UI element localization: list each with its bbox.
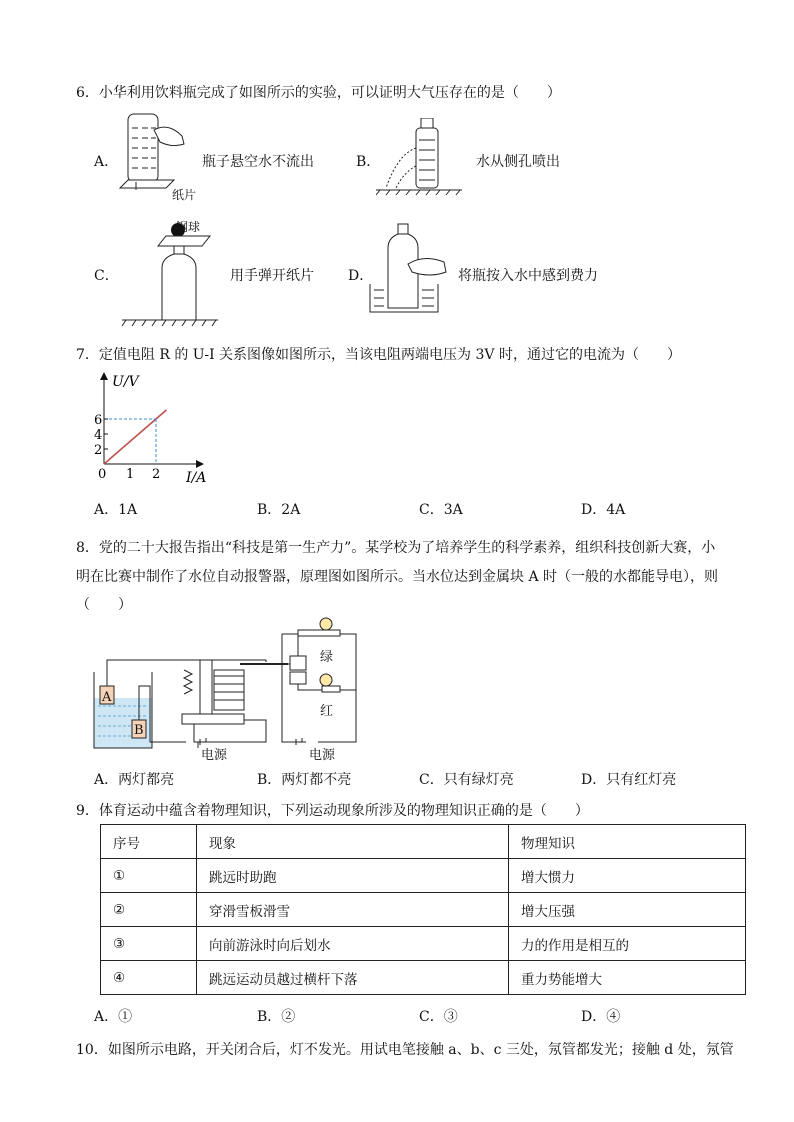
x-axis-arrow [196, 460, 204, 468]
q9-option-b: B．② [257, 1009, 296, 1025]
table-header-row [101, 825, 746, 859]
table-cell: 向前游泳时向后划水 [197, 927, 509, 961]
q9-table [100, 824, 746, 995]
q10-stem: 10．如图所示电路，开关闭合后，灯不发光。用试电笔接触 a、b、c 三处，氖管都发光；接触 d 处，氖管 [76, 1042, 734, 1058]
q8-circuit-figure [90, 614, 370, 764]
x-tick-label: 0 [98, 467, 107, 482]
table-row [101, 893, 746, 927]
q8-stem-line3: （ ） [76, 597, 132, 613]
q8-label-a: A [102, 690, 112, 705]
q7-option-b: B．2A [257, 502, 301, 518]
q6-option-a-text: 瓶子悬空水不流出 [202, 154, 314, 170]
header-cell: 现象 [197, 825, 509, 859]
x-tick-label: 1 [126, 467, 135, 482]
table-cell: 增大压强 [509, 893, 746, 927]
q8-label-b: B [134, 723, 144, 738]
q8-option-d: D．只有红灯亮 [581, 772, 677, 788]
q8-option-a: A．两灯都亮 [94, 772, 175, 788]
q8-label-power1: 电源 [201, 748, 228, 763]
table-cell: ② [101, 893, 197, 927]
q6-option-c-letter: C． [94, 268, 119, 284]
q7-option-a: A．1A [94, 502, 138, 518]
q8-label-red: 红 [320, 704, 334, 719]
table-row [101, 961, 746, 995]
q8-label-power2: 电源 [309, 748, 336, 763]
q6-figure-c-label: 钢球 [176, 220, 201, 234]
q6-option-b-text: 水从侧孔喷出 [476, 154, 560, 170]
q9-option-d: D．④ [581, 1009, 621, 1025]
table-cell: 增大惯力 [509, 859, 746, 893]
y-tick-label: 4 [94, 428, 103, 443]
q6-option-b-letter: B． [356, 154, 381, 170]
q8-label-green: 绿 [320, 650, 334, 665]
table-cell: 穿滑雪板滑雪 [197, 893, 509, 927]
table-cell: ④ [101, 961, 197, 995]
y-axis-label: U/V [112, 374, 139, 390]
q6-option-d-text: 将瓶按入水中感到费力 [458, 268, 598, 284]
table-cell: 重力势能增大 [509, 961, 746, 995]
q6-option-a-letter: A． [94, 154, 119, 170]
q8-option-b: B．两灯都不亮 [257, 772, 352, 788]
q7-stem: 7．定值电阻 R 的 U-I 关系图像如图所示，当该电阻两端电压为 3V 时，通过它的电流为（ ） [76, 347, 681, 363]
y-tick-label: 6 [94, 413, 103, 428]
y-ticks [94, 413, 108, 458]
q6-stem: 6．小华利用饮料瓶完成了如图所示的实验，可以证明大气压存在的是（ ） [76, 85, 561, 101]
ui-chart [88, 368, 218, 486]
q8-option-c: C．只有绿灯亮 [419, 772, 514, 788]
x-axis-label: I/A [186, 470, 207, 486]
q8-stem-line2: 明在比赛中制作了水位自动报警器，原理图如图所示。当水位达到金属块 A 时（一般的水都能导电），则 [76, 569, 719, 585]
q7-option-c: C．3A [419, 502, 463, 518]
q9-option-a: A．① [94, 1009, 133, 1025]
series-line [104, 410, 166, 464]
table-row [101, 927, 746, 961]
q6-figure-c [118, 216, 218, 328]
table-row [101, 859, 746, 893]
table-cell: ① [101, 859, 197, 893]
header-cell: 物理知识 [509, 825, 746, 859]
x-ticks [98, 467, 160, 482]
q9-stem: 9．体育运动中蕴含着物理知识，下列运动现象所涉及的物理知识正确的是（ ） [76, 803, 589, 819]
table-cell: 力的作用是相互的 [509, 927, 746, 961]
q6-figure-d [368, 222, 450, 314]
header-cell: 序号 [101, 825, 197, 859]
q7-option-d: D．4A [581, 502, 626, 518]
table-cell: 跳远运动员越过横杆下落 [197, 961, 509, 995]
q9-option-c: C．③ [419, 1009, 458, 1025]
x-tick-label: 2 [152, 467, 161, 482]
q8-stem-line1: 8．党的二十大报告指出“科技是第一生产力”。某学校为了培养学生的科学素养，组织科技创新大赛，小 [76, 540, 716, 556]
table-cell: ③ [101, 927, 197, 961]
q6-figure-a-label: 纸片 [172, 188, 197, 202]
q6-option-c-text: 用手弹开纸片 [230, 268, 314, 284]
y-tick-label: 2 [94, 443, 103, 458]
q6-figure-b [376, 118, 462, 196]
y-axis-arrow [100, 372, 108, 380]
table-cell: 跳远时助跑 [197, 859, 509, 893]
q6-option-d-letter: D． [348, 268, 374, 284]
